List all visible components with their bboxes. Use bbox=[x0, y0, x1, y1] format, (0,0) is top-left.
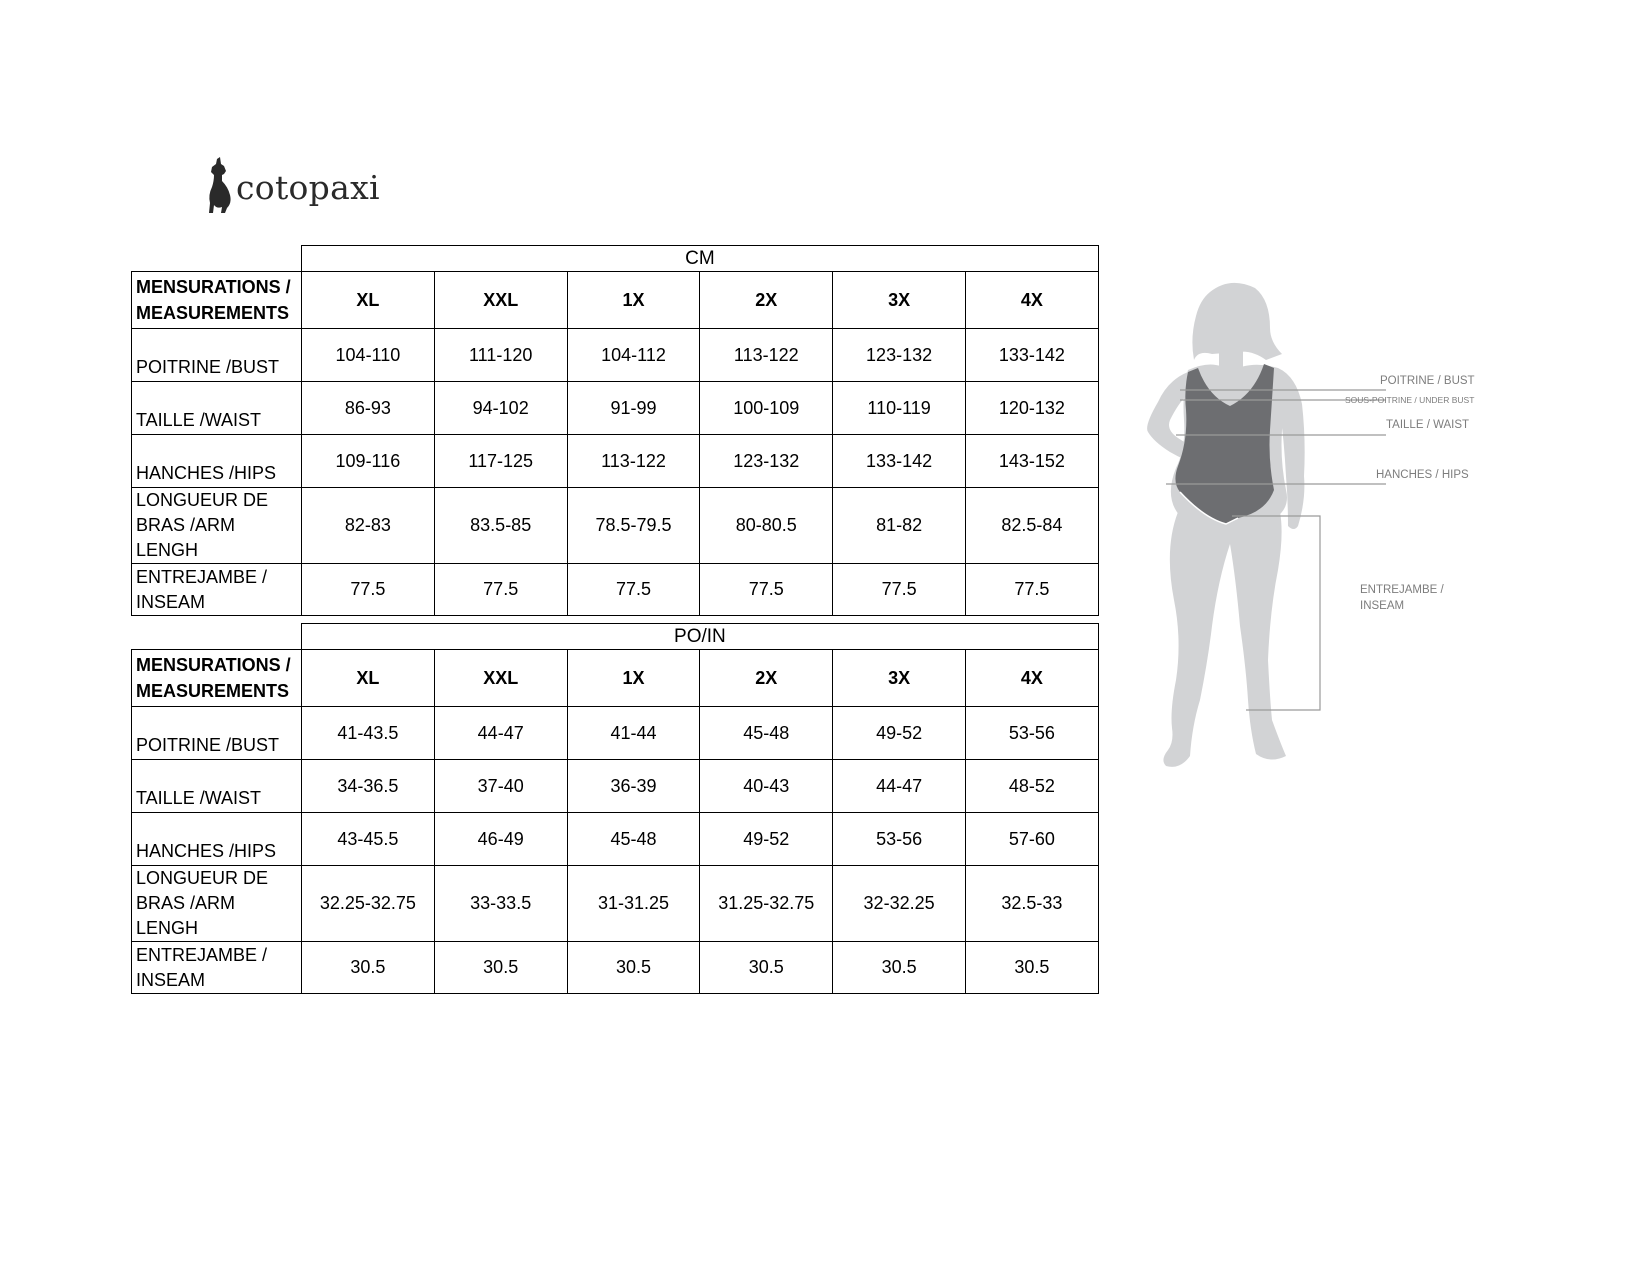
size-header: 1X bbox=[567, 272, 700, 329]
table-row bbox=[132, 707, 1099, 760]
size-header: 3X bbox=[833, 650, 966, 707]
unit-header: CM bbox=[302, 246, 1099, 272]
table-cell: 37-40 bbox=[434, 760, 567, 813]
table-cell: 46-49 bbox=[434, 813, 567, 866]
table-cell: 30.5 bbox=[965, 942, 1098, 994]
table-cell: 123-132 bbox=[700, 435, 833, 488]
table-cell: 48-52 bbox=[965, 760, 1098, 813]
table-row bbox=[132, 329, 1099, 382]
table-cell: 77.5 bbox=[700, 564, 833, 616]
table-cell: 81-82 bbox=[833, 488, 966, 564]
table-cell: 49-52 bbox=[833, 707, 966, 760]
table-cell: 100-109 bbox=[700, 382, 833, 435]
table-cell: 30.5 bbox=[567, 942, 700, 994]
size-header: 1X bbox=[567, 650, 700, 707]
size-header: XXL bbox=[434, 272, 567, 329]
table-cell: 32.5-33 bbox=[965, 866, 1098, 942]
row-label: POITRINE /BUST bbox=[132, 707, 302, 760]
table-cell: 31.25-32.75 bbox=[700, 866, 833, 942]
size-header: 3X bbox=[833, 272, 966, 329]
table-row bbox=[132, 813, 1099, 866]
table-cell: 36-39 bbox=[567, 760, 700, 813]
table-cell: 111-120 bbox=[434, 329, 567, 382]
table-row bbox=[132, 866, 1099, 942]
table-cell: 45-48 bbox=[700, 707, 833, 760]
table-cell: 57-60 bbox=[965, 813, 1098, 866]
table-row bbox=[132, 564, 1099, 616]
measurements-header: MENSURATIONS / MEASUREMENTS bbox=[132, 650, 302, 707]
table-cell: 32-32.25 bbox=[833, 866, 966, 942]
measurements-header: MENSURATIONS / MEASUREMENTS bbox=[132, 272, 302, 329]
row-label: LONGUEUR DE BRAS /ARM LENGH bbox=[132, 488, 302, 564]
under-bust-label: SOUS-POITRINE / UNDER BUST bbox=[1345, 395, 1475, 405]
size-header: 4X bbox=[965, 272, 1098, 329]
size-header-row bbox=[132, 272, 1099, 329]
table-cell: 44-47 bbox=[833, 760, 966, 813]
row-label: HANCHES /HIPS bbox=[132, 435, 302, 488]
unit-row bbox=[132, 246, 1099, 272]
size-table-cm bbox=[131, 245, 1099, 616]
table-cell: 30.5 bbox=[302, 942, 435, 994]
table-cell: 110-119 bbox=[833, 382, 966, 435]
table-cell: 113-122 bbox=[567, 435, 700, 488]
row-label: HANCHES /HIPS bbox=[132, 813, 302, 866]
table-row bbox=[132, 942, 1099, 994]
table-cell: 143-152 bbox=[965, 435, 1098, 488]
table-cell: 123-132 bbox=[833, 329, 966, 382]
row-label: TAILLE /WAIST bbox=[132, 760, 302, 813]
table-cell: 78.5-79.5 bbox=[567, 488, 700, 564]
table-cell: 30.5 bbox=[434, 942, 567, 994]
row-label: ENTREJAMBE / INSEAM bbox=[132, 564, 302, 616]
table-cell: 133-142 bbox=[965, 329, 1098, 382]
table-cell: 32.25-32.75 bbox=[302, 866, 435, 942]
size-header: 4X bbox=[965, 650, 1098, 707]
table-cell: 113-122 bbox=[700, 329, 833, 382]
table-cell: 53-56 bbox=[833, 813, 966, 866]
table-cell: 45-48 bbox=[567, 813, 700, 866]
table-cell: 41-44 bbox=[567, 707, 700, 760]
size-header: XL bbox=[302, 272, 435, 329]
table-cell: 40-43 bbox=[700, 760, 833, 813]
unit-header: PO/IN bbox=[302, 624, 1099, 650]
table-row bbox=[132, 488, 1099, 564]
table-cell: 43-45.5 bbox=[302, 813, 435, 866]
table-cell: 82.5-84 bbox=[965, 488, 1098, 564]
inseam-label-2: INSEAM bbox=[1360, 600, 1405, 612]
body-silhouette-icon bbox=[1120, 280, 1500, 800]
table-cell: 77.5 bbox=[302, 564, 435, 616]
size-header: 2X bbox=[700, 272, 833, 329]
bust-label: POITRINE / BUST bbox=[1380, 375, 1475, 387]
table-cell: 86-93 bbox=[302, 382, 435, 435]
row-label: POITRINE /BUST bbox=[132, 329, 302, 382]
table-cell: 77.5 bbox=[434, 564, 567, 616]
measurement-figure bbox=[1120, 280, 1500, 800]
table-cell: 117-125 bbox=[434, 435, 567, 488]
table-cell: 30.5 bbox=[833, 942, 966, 994]
table-row bbox=[132, 382, 1099, 435]
inseam-label-1: ENTREJAMBE / bbox=[1360, 584, 1444, 596]
brand-logo bbox=[208, 156, 380, 214]
unit-row bbox=[132, 624, 1099, 650]
table-cell: 41-43.5 bbox=[302, 707, 435, 760]
table-cell: 83.5-85 bbox=[434, 488, 567, 564]
table-cell: 104-112 bbox=[567, 329, 700, 382]
table-cell: 77.5 bbox=[833, 564, 966, 616]
table-cell: 80-80.5 bbox=[700, 488, 833, 564]
table-cell: 120-132 bbox=[965, 382, 1098, 435]
table-cell: 94-102 bbox=[434, 382, 567, 435]
size-header: XL bbox=[302, 650, 435, 707]
table-cell: 44-47 bbox=[434, 707, 567, 760]
llama-icon bbox=[208, 157, 234, 213]
table-cell: 49-52 bbox=[700, 813, 833, 866]
table-cell: 109-116 bbox=[302, 435, 435, 488]
size-table-in bbox=[131, 623, 1099, 994]
waist-label: TAILLE / WAIST bbox=[1386, 419, 1470, 431]
table-cell: 77.5 bbox=[567, 564, 700, 616]
table-cell: 30.5 bbox=[700, 942, 833, 994]
row-label: ENTREJAMBE / INSEAM bbox=[132, 942, 302, 994]
table-cell: 31-31.25 bbox=[567, 866, 700, 942]
table-cell: 34-36.5 bbox=[302, 760, 435, 813]
size-header: 2X bbox=[700, 650, 833, 707]
table-cell: 53-56 bbox=[965, 707, 1098, 760]
row-label: TAILLE /WAIST bbox=[132, 382, 302, 435]
table-cell: 133-142 bbox=[833, 435, 966, 488]
hips-label: HANCHES / HIPS bbox=[1376, 469, 1469, 481]
table-cell: 104-110 bbox=[302, 329, 435, 382]
table-cell: 33-33.5 bbox=[434, 866, 567, 942]
table-cell: 82-83 bbox=[302, 488, 435, 564]
table-cell: 77.5 bbox=[965, 564, 1098, 616]
size-header: XXL bbox=[434, 650, 567, 707]
table-row bbox=[132, 760, 1099, 813]
row-label: LONGUEUR DE BRAS /ARM LENGH bbox=[132, 866, 302, 942]
brand-name: cotopaxi bbox=[236, 167, 380, 207]
table-row bbox=[132, 435, 1099, 488]
size-header-row bbox=[132, 650, 1099, 707]
table-cell: 91-99 bbox=[567, 382, 700, 435]
